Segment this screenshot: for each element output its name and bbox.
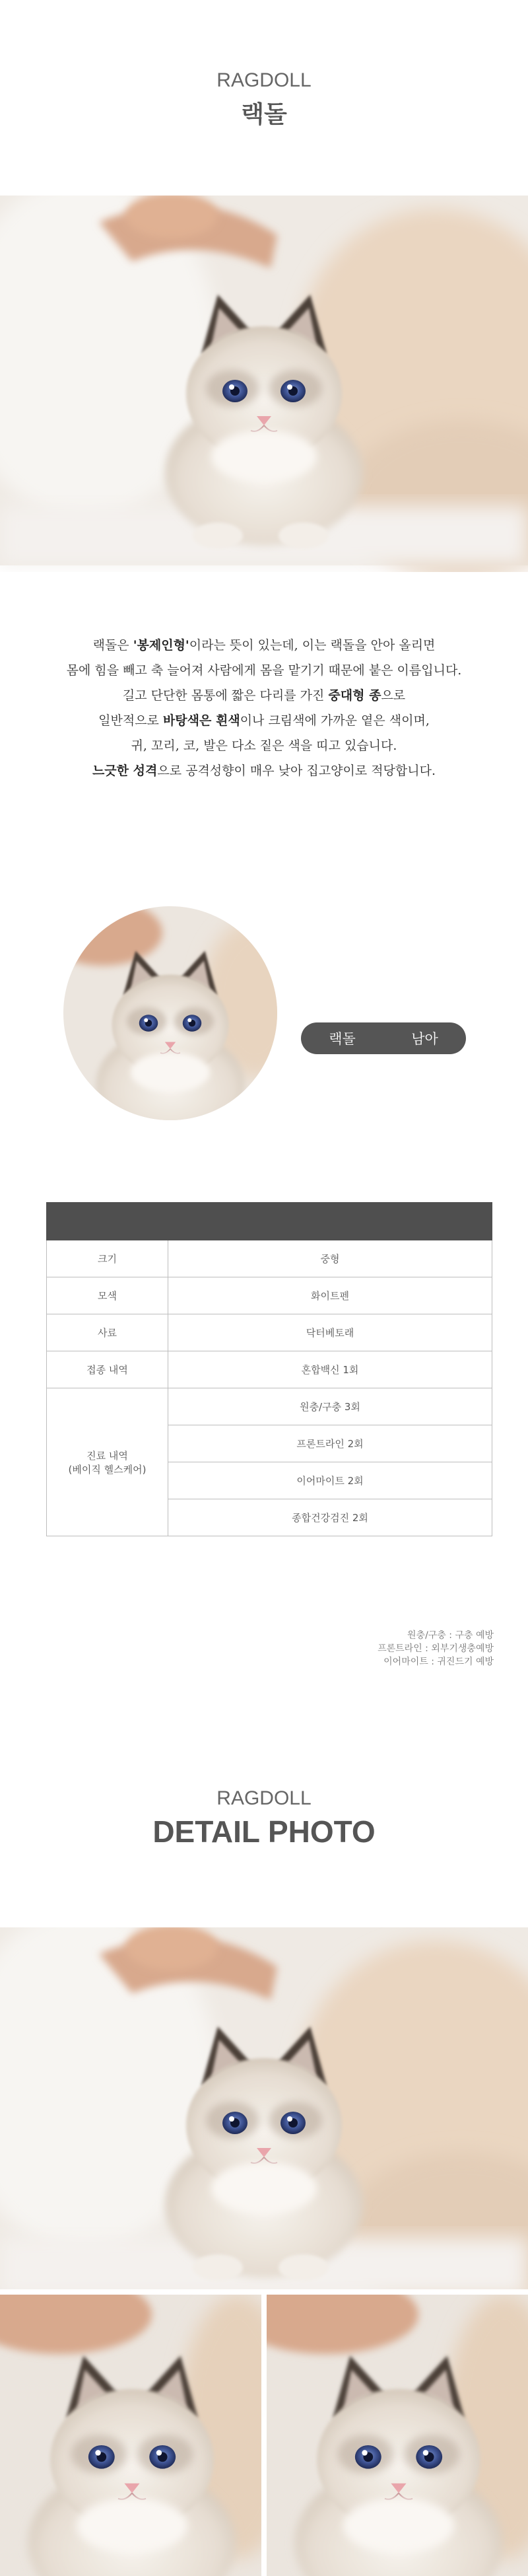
desc-line-4: 일반적으로 바탕색은 흰색이나 크림색에 가까운 옅은 색이며, <box>98 713 430 728</box>
row-label: 접종 내역 <box>47 1351 168 1388</box>
row-label: 사료 <box>47 1314 168 1351</box>
treatment-value: 원충/구충 3회 <box>168 1388 492 1425</box>
intro-header <box>0 69 528 129</box>
profile-photo <box>63 906 277 1120</box>
detail-photo-right <box>267 2295 528 2576</box>
footnote: 이어마이트 : 귀진드기 예방 <box>383 1657 494 1667</box>
sex-label: 남아 <box>411 1031 438 1047</box>
table-row <box>47 1388 492 1425</box>
table-row <box>47 1351 492 1388</box>
table-row <box>47 1240 492 1277</box>
treatment-label: 진료 내역 (베이직 헬스케어) <box>47 1388 168 1536</box>
table-header-row <box>47 1203 492 1240</box>
row-value: 닥터베토래 <box>168 1314 492 1351</box>
detail-photo-title: DETAIL PHOTO <box>152 1814 376 1849</box>
detail-photo-left <box>0 2295 261 2576</box>
row-label: 모색 <box>47 1277 168 1314</box>
detail-english-title: RAGDOLL <box>216 1787 312 1809</box>
row-value: 중형 <box>168 1240 492 1277</box>
desc-line-3: 길고 단단한 몸통에 짧은 다리를 가진 중대형 종으로 <box>122 688 406 703</box>
breed-description <box>0 633 528 783</box>
row-label: 크기 <box>47 1240 168 1277</box>
desc-line-5: 귀, 꼬리, 코, 발은 다소 짙은 색을 띠고 있습니다. <box>131 738 397 753</box>
detail-header <box>0 1787 528 1849</box>
detail-photo-main <box>0 1927 528 2289</box>
breed-label: 랙돌 <box>329 1031 356 1047</box>
desc-line-6: 느긋한 성격으로 공격성향이 매우 낮아 집고양이로 적당합니다. <box>92 764 436 778</box>
footnotes <box>378 1629 494 1668</box>
breed-english-title: RAGDOLL <box>216 69 312 91</box>
treatment-value: 이어마이트 2회 <box>168 1462 492 1499</box>
footnote: 프론트라인 : 외부기생충예방 <box>378 1643 494 1654</box>
treatment-value: 프론트라인 2회 <box>168 1425 492 1462</box>
hero-photo <box>0 196 528 572</box>
treatment-value: 종합건강검진 2회 <box>168 1499 492 1536</box>
table-header-cell <box>168 1203 492 1240</box>
row-value: 혼합백신 1회 <box>168 1351 492 1388</box>
breed-korean-title: 랙돌 <box>241 101 287 128</box>
desc-line-2: 몸에 힘을 빼고 축 늘어져 사람에게 몸을 맡기기 때문에 붙은 이름입니다. <box>66 663 462 678</box>
desc-line-1: 랙돌은 '봉제인형'이라는 뜻이 있는데, 이는 랙돌을 안아 올리면 <box>92 638 436 653</box>
table-row <box>47 1314 492 1351</box>
profile-tag <box>301 1022 466 1054</box>
table-row <box>47 1277 492 1314</box>
footnote: 원충/구충 : 구충 예방 <box>407 1630 494 1641</box>
row-value: 화이트펜 <box>168 1277 492 1314</box>
info-table <box>46 1202 492 1536</box>
table-header-cell <box>47 1203 168 1240</box>
